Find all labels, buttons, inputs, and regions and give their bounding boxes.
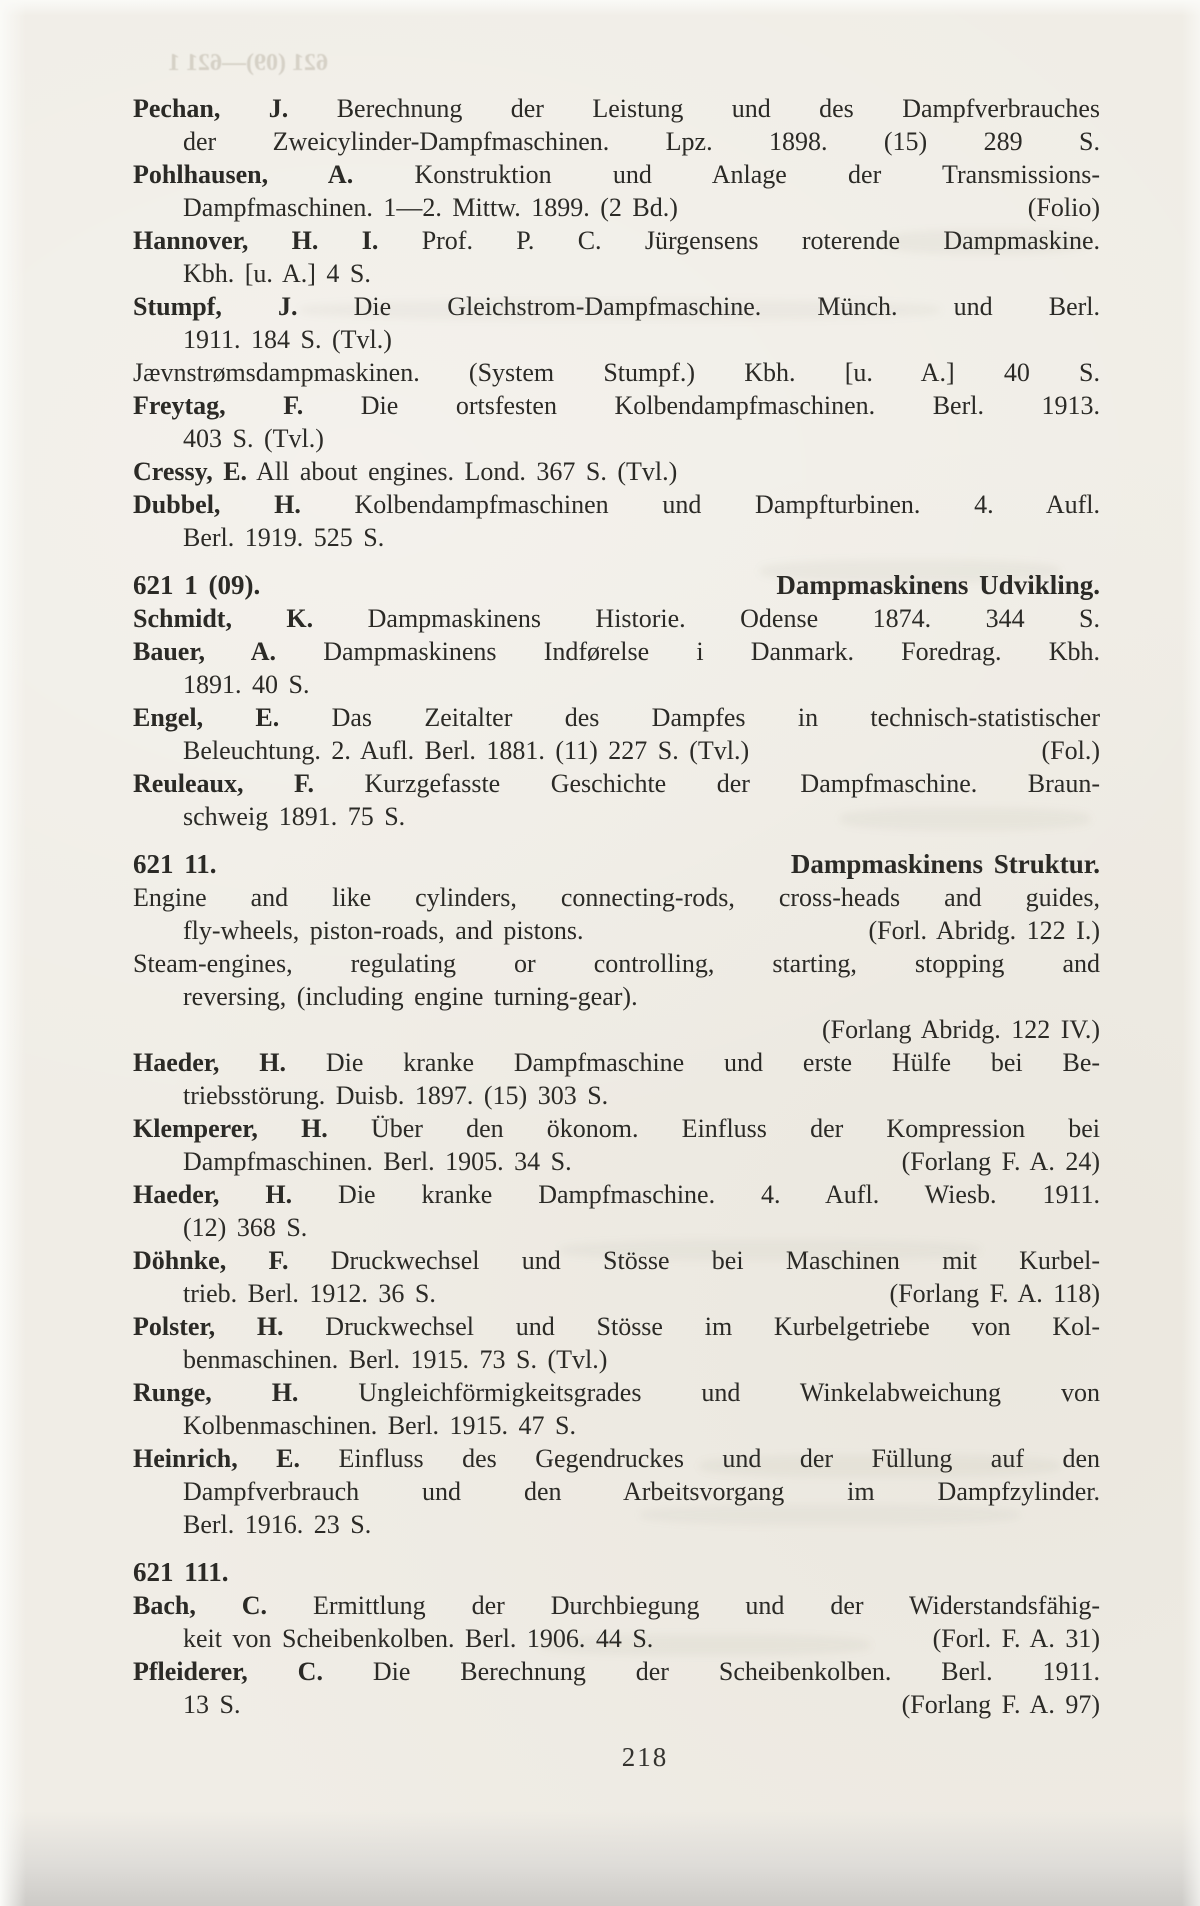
entry-text: Steam-engines, regulating or controlling, starting, stopping and	[133, 949, 1100, 978]
catalog-entry-line	[133, 191, 1100, 224]
entry-text: keit von Scheibenkolben. Berl. 1906. 44 S.	[183, 1624, 654, 1653]
catalog-entry-line	[133, 1211, 1100, 1244]
entry-text: Kolbenmaschinen. Berl. 1915. 47 S.	[183, 1411, 576, 1440]
entry-text: Dampfmaschinen. Berl. 1905. 34 S.	[183, 1147, 572, 1176]
author-name: Pohlhausen, A.	[133, 160, 354, 189]
author-name: Schmidt, K.	[133, 604, 314, 633]
entry-text: 13 S.	[183, 1690, 241, 1719]
author-name: Haeder, H.	[133, 1048, 286, 1077]
catalog-entry-line	[133, 389, 1100, 422]
catalog-entry-line	[133, 455, 1100, 488]
catalog-entry-line	[133, 1013, 1100, 1046]
catalog-entry-line	[133, 1442, 1100, 1475]
entry-text: Freytag, F. Die ortsfesten Kolbendampfmaschinen. Berl. 1913.	[133, 391, 1101, 420]
entry-text: Klemperer, H. Über den ökonom. Einfluss der Kompression bei	[133, 1114, 1100, 1143]
entry-text: Cressy, E. All about engines. Lond. 367 S. (Tvl.)	[133, 457, 678, 486]
entry-text: Reuleaux, F. Kurzgefasste Geschichte der Dampfmaschine. Braun-	[133, 769, 1100, 798]
entry-text: Haeder, H. Die kranke Dampfmaschine und erste Hülfe bei Be-	[133, 1048, 1101, 1077]
entry-text: trieb. Berl. 1912. 36 S.	[183, 1279, 436, 1308]
entry-text: Beleuchtung. 2. Aufl. Berl. 1881. (11) 227 S. (Tvl.)	[183, 736, 750, 765]
entry-text: Jævnstrømsdampmaskinen. (System Stumpf.) Kbh. [u. A.] 40 S.	[133, 358, 1100, 387]
author-name: Klemperer, H.	[133, 1114, 328, 1143]
section-title: Dampmaskinens Udvikling.	[776, 570, 1100, 600]
author-name: Hannover, H. I.	[133, 226, 379, 255]
reference-text: (Forl. Abridg. 122 I.)	[868, 916, 1100, 945]
author-name: Bach, C.	[133, 1591, 268, 1620]
reference-text: (Forl. F. A. 31)	[932, 1624, 1100, 1653]
catalog-entry-line	[133, 92, 1100, 125]
catalog-entry-line	[133, 1178, 1100, 1211]
catalog-entry-line	[133, 323, 1100, 356]
author-name: Engel, E.	[133, 703, 280, 732]
author-name: Cressy, E.	[133, 457, 248, 486]
catalog-entry-line	[133, 635, 1100, 668]
entry-text	[133, 1557, 229, 1587]
catalog-entry-line	[133, 1409, 1100, 1442]
catalog-entry-line	[133, 1145, 1100, 1178]
catalog-text-block	[133, 92, 1100, 1721]
entry-text: Pechan, J. Berechnung der Leistung und des Dampfverbrauches	[133, 94, 1100, 123]
catalog-entry-line	[133, 1688, 1100, 1721]
page-number: 218	[621, 1742, 669, 1772]
catalog-entry-line	[133, 1475, 1100, 1508]
entry-text: Berl. 1916. 23 S.	[183, 1510, 372, 1539]
entry-text: Bach, C. Ermittlung der Durchbiegung und der Widerstandsfähig-	[133, 1591, 1101, 1620]
author-name: Döhnke, F.	[133, 1246, 289, 1275]
entry-text: 403 S. (Tvl.)	[183, 424, 324, 453]
entry-text: Engine and like cylinders, connecting-rods, cross-heads and guides,	[133, 883, 1100, 912]
entry-text: reversing, (including engine turning-gear).	[183, 982, 638, 1011]
catalog-entry-line	[133, 602, 1100, 635]
catalog-entry-line	[133, 881, 1100, 914]
catalog-entry-line	[133, 800, 1100, 833]
catalog-entry-line	[133, 356, 1100, 389]
catalog-entry-line	[133, 914, 1100, 947]
catalog-entry-line	[133, 1112, 1100, 1145]
author-name: Freytag, F.	[133, 391, 304, 420]
catalog-entry-line	[133, 224, 1100, 257]
section-heading	[133, 569, 1100, 602]
catalog-entry-line	[133, 1376, 1100, 1409]
show-through-header-text: 621 (09)—621 1	[168, 50, 328, 76]
entry-text: der Zweicylinder-Dampfmaschinen. Lpz. 1898. (15) 289 S.	[183, 127, 1100, 156]
entry-text: Engel, E. Das Zeitalter des Dampfes in technisch-statistischer	[133, 703, 1100, 732]
catalog-entry-line	[133, 1622, 1100, 1655]
reference-text: (Fol.)	[1041, 736, 1100, 765]
entry-text: Döhnke, F. Druckwechsel und Stösse bei Maschinen mit Kurbel-	[133, 1246, 1100, 1275]
entry-text: fly-wheels, piston-roads, and pistons.	[183, 916, 584, 945]
catalog-entry-line	[133, 257, 1100, 290]
entry-text: Dampfverbrauch und den Arbeitsvorgang im Dampfzylinder.	[183, 1477, 1100, 1506]
classification-code: 621 111.	[133, 1557, 229, 1587]
entry-text: Hannover, H. I. Prof. P. C. Jürgensens roterende Dampmaskine.	[133, 226, 1101, 255]
author-name: Haeder, H.	[133, 1180, 293, 1209]
entry-text	[133, 848, 217, 881]
entry-text: schweig 1891. 75 S.	[183, 802, 406, 831]
catalog-entry-line	[133, 767, 1100, 800]
section-title: Dampmaskinens Struktur.	[790, 849, 1100, 879]
catalog-entry-line	[133, 290, 1100, 323]
catalog-entry-line	[133, 980, 1100, 1013]
entry-text: Bauer, A. Dampmaskinens Indførelse i Danmark. Foredrag. Kbh.	[133, 637, 1101, 666]
entry-text: 1891. 40 S.	[183, 670, 310, 699]
entry-text: Kbh. [u. A.] 4 S.	[183, 259, 371, 288]
entry-text: Pohlhausen, A. Konstruktion und Anlage der Transmissions-	[133, 160, 1100, 189]
catalog-entry-line	[133, 668, 1100, 701]
catalog-entry-line	[133, 1244, 1100, 1277]
catalog-entry-line	[133, 1343, 1100, 1376]
catalog-entry-line	[133, 422, 1100, 455]
author-name: Heinrich, E.	[133, 1444, 300, 1473]
entry-text: Haeder, H. Die kranke Dampfmaschine. 4. Aufl. Wiesb. 1911.	[133, 1180, 1101, 1209]
entry-text: Runge, H. Ungleichförmigkeitsgrades und Winkelabweichung von	[133, 1378, 1101, 1407]
entry-text: Dubbel, H. Kolbendampfmaschinen und Dampfturbinen. 4. Aufl.	[133, 490, 1100, 519]
author-name: Polster, H.	[133, 1312, 284, 1341]
section-heading	[133, 1556, 1100, 1589]
section-heading	[133, 848, 1100, 881]
entry-text: Heinrich, E. Einfluss des Gegendruckes und der Füllung auf den	[133, 1444, 1100, 1473]
catalog-entry-line	[133, 1655, 1100, 1688]
classification-code: 621 1 (09).	[133, 570, 261, 600]
entry-text: (12) 368 S.	[183, 1213, 308, 1242]
entry-text: 1911. 184 S. (Tvl.)	[183, 325, 392, 354]
entry-text: (Forlang Abridg. 122 IV.)	[821, 1015, 1100, 1044]
reference-text: (Forlang F. A. 24)	[901, 1147, 1100, 1176]
catalog-entry-line	[133, 1046, 1100, 1079]
author-name: Pechan, J.	[133, 94, 289, 123]
entry-text: Polster, H. Druckwechsel und Stösse im Kurbelgetriebe von Kol-	[133, 1312, 1100, 1341]
reference-text: (Forlang F. A. 97)	[901, 1690, 1100, 1719]
catalog-entry-line	[133, 701, 1100, 734]
catalog-entry-line	[133, 125, 1100, 158]
catalog-entry-line	[133, 1589, 1100, 1622]
entry-text: Stumpf, J. Die Gleichstrom-Dampfmaschine. Münch. und Berl.	[133, 292, 1101, 321]
author-name: Runge, H.	[133, 1378, 299, 1407]
catalog-entry-line	[133, 488, 1100, 521]
catalog-entry-line	[133, 1277, 1100, 1310]
author-name: Reuleaux, F.	[133, 769, 314, 798]
entry-text: Schmidt, K. Dampmaskinens Historie. Odense 1874. 344 S.	[133, 604, 1100, 633]
author-name: Stumpf, J.	[133, 292, 298, 321]
author-name: Pfleiderer, C.	[133, 1657, 323, 1686]
entry-text: Dampfmaschinen. 1—2. Mittw. 1899. (2 Bd.)	[183, 193, 678, 222]
catalog-entry-line	[133, 521, 1100, 554]
catalog-entry-line	[133, 734, 1100, 767]
author-name: Bauer, A.	[133, 637, 277, 666]
reference-text: (Forlang F. A. 118)	[889, 1279, 1100, 1308]
entry-text: Pfleiderer, C. Die Berechnung der Scheibenkolben. Berl. 1911.	[133, 1657, 1100, 1686]
author-name: Dubbel, H.	[133, 490, 301, 519]
catalog-entry-line	[133, 158, 1100, 191]
entry-text: Berl. 1919. 525 S.	[183, 523, 385, 552]
catalog-entry-line	[133, 1310, 1100, 1343]
entry-text	[133, 569, 260, 602]
entry-text: triebsstörung. Duisb. 1897. (15) 303 S.	[183, 1081, 609, 1110]
reference-text: (Folio)	[1027, 193, 1100, 222]
entry-text: benmaschinen. Berl. 1915. 73 S. (Tvl.)	[183, 1345, 608, 1374]
catalog-entry-line	[133, 1508, 1100, 1541]
catalog-entry-line	[133, 1079, 1100, 1112]
classification-code: 621 11.	[133, 849, 217, 879]
catalog-entry-line	[133, 947, 1100, 980]
